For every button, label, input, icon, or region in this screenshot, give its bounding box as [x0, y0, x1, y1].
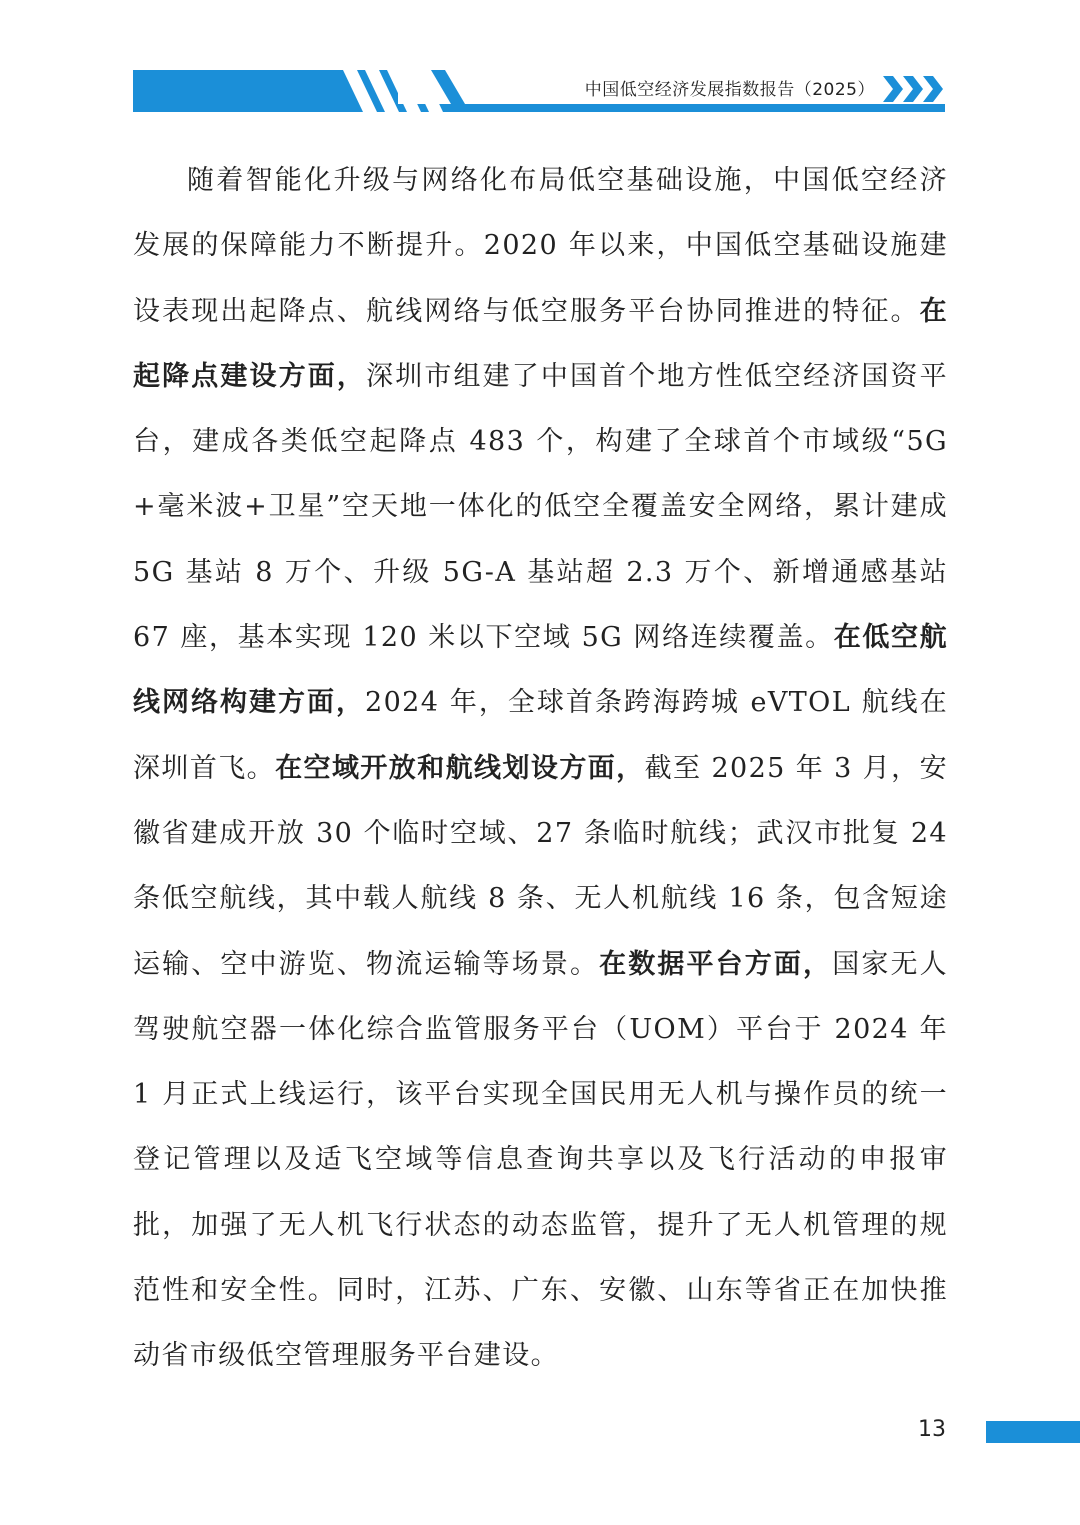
text-segment: 随着智能化升级与网络化布局低空基础设施，中国低空经济发展的保障能力不断提升。2020 年以来，中国低空基础设施建设表现出起降点、航线网络与低空服务平台协同推进的特征。	[133, 165, 948, 327]
text-segment: 国家无人驾驶航空器一体化综合监管服务平台（UOM）平台于 2024 年 1 月正式上线运行，该平台实现全国民用无人机与操作员的统一登记管理以及适飞空域等信息查询共享以及飞行活动的申报审批，加强了无人机飞行状态的动态监管，提升了无人机管理的规范性和安全性。同时，江苏、广东、安徽、山东等省正在加快推动省市级低空管理服务平台建设。	[133, 948, 948, 1372]
bold-heading-takeoff-landing: 在起降点建设方面，	[133, 295, 948, 392]
bold-heading-route-network: 在低空航线网络构建方面，	[133, 622, 948, 719]
text-segment: 截至 2025 年 3 月，安徽省建成开放 30 个临时空域、27 条临时航线；武汉市批复 24 条低空航线，其中载人航线 8 条、无人机航线 16 条，包含短途运输、空中游览、物流运输等场景。	[133, 752, 949, 980]
main-content	[133, 148, 948, 1389]
bold-heading-airspace: 在空域开放和航线划设方面，	[275, 752, 645, 784]
body-paragraph	[133, 148, 948, 1389]
footer-accent-bar	[986, 1421, 1080, 1443]
page-number: 13	[918, 1417, 946, 1442]
page-header	[133, 70, 945, 112]
bold-heading-data-platform: 在数据平台方面，	[599, 948, 833, 980]
text-segment: 2024 年，全球首条跨海跨城 eVTOL 航线在深圳首飞。	[133, 687, 948, 784]
report-title: 中国低空经济发展指数报告（2025）	[584, 80, 875, 100]
diagonal-stripes-icon	[333, 70, 533, 112]
text-segment: 深圳市组建了中国首个地方性低空经济国资平台，建成各类低空起降点 483 个，构建了全球首个市域级“5G+毫米波+卫星”空天地一体化的低空全覆盖安全网络，累计建成 5G 基站 8 万个、升级 5G-A 基站超 2.3 万个、新增通感基站 67 座，基本实现 120 米以下空域 5G 网络连续覆盖。	[133, 360, 949, 654]
triple-chevron-right-icon	[883, 76, 945, 102]
